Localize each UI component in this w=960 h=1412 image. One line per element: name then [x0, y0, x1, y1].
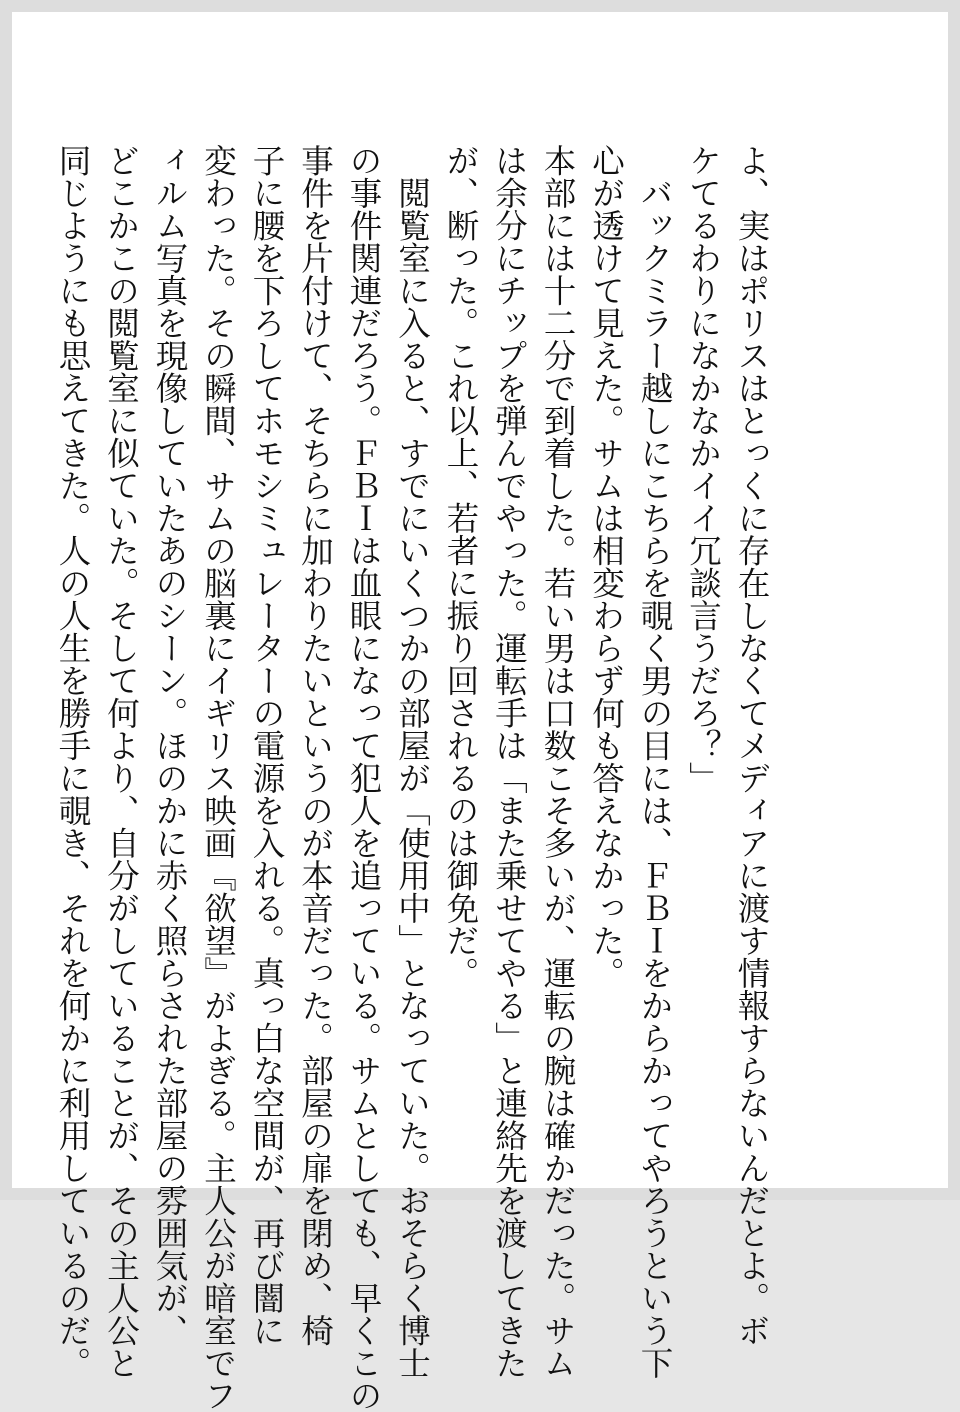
text-line: 本部には十二分で到着した。若い男は口数こそ多いが、運転の腕は確かだった。サム	[539, 144, 577, 1379]
text-line: が、断った。これ以上、若者に振り回されるのは御免だ。	[442, 144, 480, 989]
text-line: どこかこの閲覧室に似ていた。そして何より、自分がしていることが、その主人公と	[102, 144, 141, 1379]
text-line: 変わった。その瞬間、サムの脳裏にイギリス映画『欲望』がよぎる。主人公が暗室でフ	[199, 144, 238, 1412]
text-line: 子に腰を下ろしてホモシミュレーターの電源を入れる。真っ白な空間が、再び闇に	[248, 144, 286, 1347]
text-line: ィルム写真を現像していたあのシーン。ほのかに赤く照らされた部屋の雰囲気が、	[151, 144, 189, 1347]
text-line: 同じようにも思えてきた。人の人生を勝手に覗き、それを何かに利用しているのだ。	[54, 144, 92, 1379]
vertical-text-body	[49, 144, 777, 1412]
text-line: ケてるわりになかなかイイ冗談言うだろ？」	[684, 144, 723, 794]
text-line: バックミラー越しにこちらを覗く男の目には、ＦＢＩをからかってやろうという下	[636, 144, 674, 1379]
text-line: 心が透けて見えた。サムは相変わらず何も答えなかった。	[587, 144, 626, 989]
text-line: 事件を片付けて、そちらに加わりたいというのが本音だった。部屋の扉を閉め、椅	[296, 144, 335, 1347]
text-line: よ、実はポリスはとっくに存在しなくてメディアに渡す情報すらないんだとよ。ボ	[733, 144, 771, 1347]
book-page	[12, 12, 948, 1412]
text-line: 閲覧室に入ると、すでにいくつかの部屋が「使用中」となっていた。おそらく博士	[393, 144, 432, 1379]
text-line: の事件関連だろう。ＦＢＩは血眼になって犯人を追っている。サムとしても、早くこの	[345, 144, 383, 1412]
text-line: は余分にチップを弾んでやった。運転手は「また乗せてやる」と連絡先を渡してきた	[490, 144, 529, 1379]
